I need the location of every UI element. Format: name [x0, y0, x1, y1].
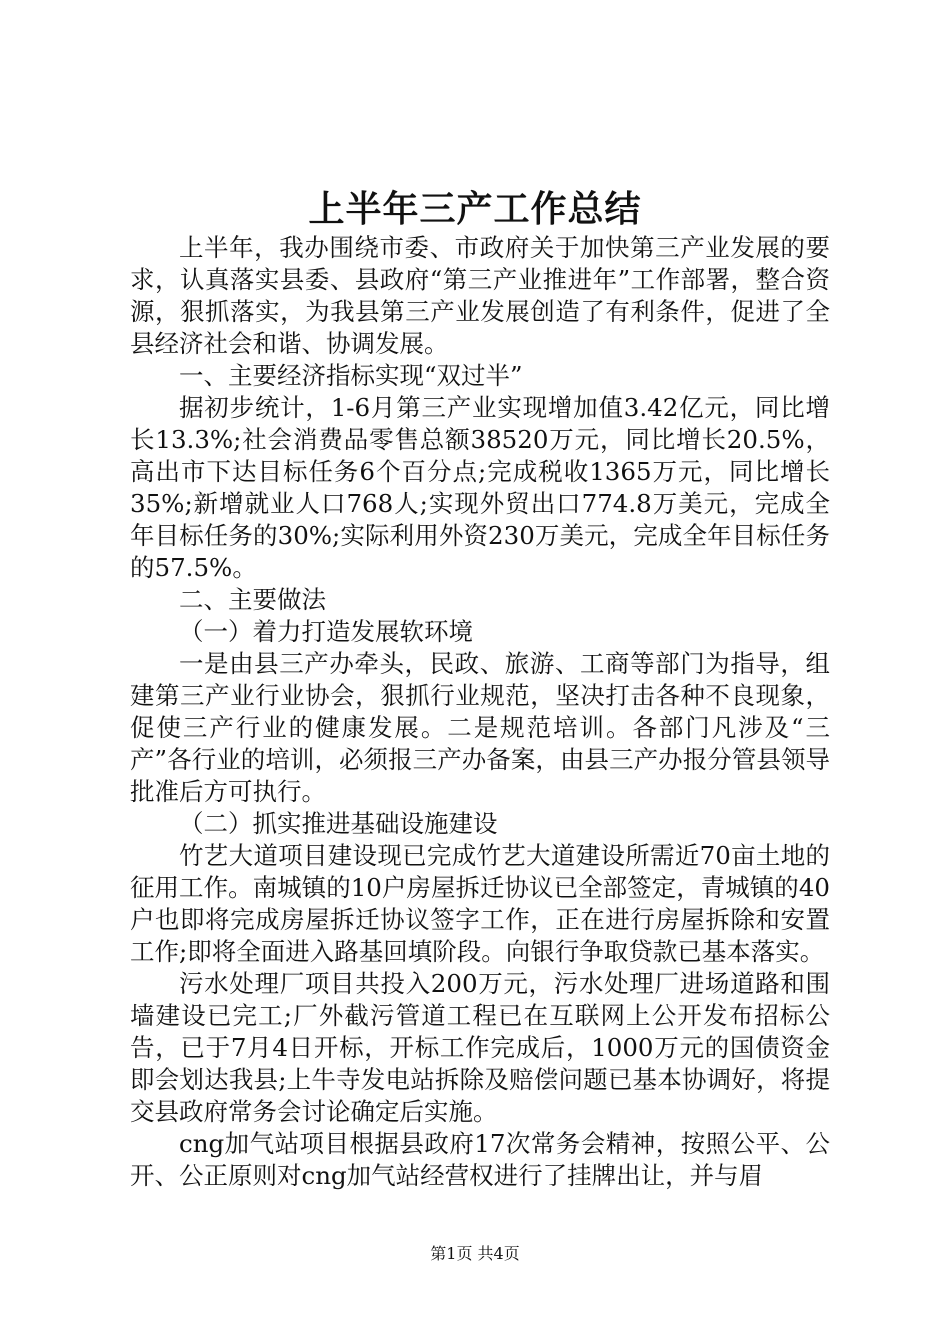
paragraph-sewage-plant: 污水处理厂项目共投入200万元，污水处理厂进场道路和围墙建设已完工;厂外截污管道工程已在互联网上公开发布招标公告，已于7月4日开标，开标工作完成后，1000万元的国债资金即会划达我县;上牛寺发电站拆除及赔偿问题已基本协调好，将提交县政府常务会讨论确定后实施。: [130, 969, 830, 1126]
page-number-footer: 第1页 共4页: [430, 1244, 520, 1263]
subsection-heading-1: （一）着力打造发展软环境: [179, 617, 473, 646]
paragraph-intro: 上半年，我办围绕市委、市政府关于加快第三产业发展的要求，认真落实县委、县政府“第三产业推进年”工作部署，整合资源，狠抓落实，为我县第三产业发展创造了有利条件，促进了全县经济社会和谐、协调发展。: [130, 233, 830, 358]
paragraph-statistics: 据初步统计，1-6月第三产业实现增加值3.42亿元，同比增长13.3%;社会消费品零售总额38520万元，同比增长20.5%，高出市下达目标任务6个百分点;完成税收1365万元，同比增长35%;新增就业人口768人;实现外贸出口774.8万美元，完成全年目标任务的30%;实际利用外资230万美元，完成全年目标任务的57.5%。: [130, 393, 830, 582]
subsection-heading-2: （二）抓实推进基础设施建设: [179, 809, 498, 838]
section-heading-2: 二、主要做法: [179, 585, 326, 614]
paragraph-soft-environment: 一是由县三产办牵头，民政、旅游、工商等部门为指导，组建第三产业行业协会，狠抓行业规范，坚决打击各种不良现象，促使三产行业的健康发展。二是规范培训。各部门凡涉及“三产”各行业的培训，必须报三产办备案，由县三产办报分管县领导批准后方可执行。: [130, 649, 830, 806]
paragraph-bamboo-avenue: 竹艺大道项目建设现已完成竹艺大道建设所需近70亩土地的征用工作。南城镇的10户房屋拆迁协议已全部签定，青城镇的40户也即将完成房屋拆迁协议签字工作，正在进行房屋拆除和安置工作;即将全面进入路基回填阶段。向银行争取贷款已基本落实。: [130, 841, 830, 966]
paragraph-cng-station: cng加气站项目根据县政府17次常务会精神，按照公平、公开、公正原则对cng加气站经营权进行了挂牌出让，并与眉: [130, 1129, 830, 1190]
document-title: 上半年三产工作总结: [308, 189, 642, 230]
section-heading-1: 一、主要经济指标实现“双过半”: [179, 361, 523, 390]
document-body: [130, 232, 830, 1192]
